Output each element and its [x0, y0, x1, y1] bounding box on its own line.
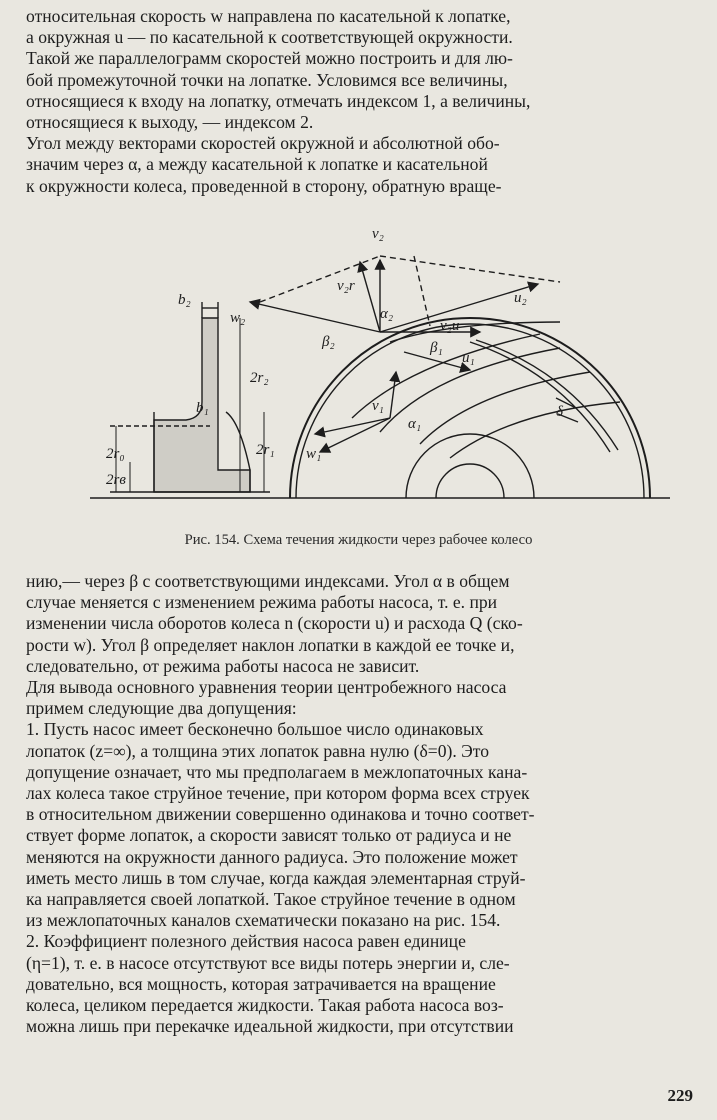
impeller-svg: [90, 222, 680, 522]
label-2r2: 2r₂: [250, 370, 269, 386]
label-v2: v₂: [372, 226, 384, 242]
body-text-bottom: нию,— через β с соответствующими индексами. Угол α в общем случае меняется с изменением режима работы насоса, т. е. при изменении числа оборотов колеса n (скорости u) и расхода Q (ско- рости w). Угол β определяет наклон лопатки в каждой ее точке и, следовательно, от режима работы насоса не зависит. Для вывода основного уравнения теории центробежного насоса примем следующие два допущения: 1. Пусть насос имеет бесконечно большое число одинаковых лопаток (z=∞), а толщина этих лопаток равна нулю (δ=0). Это допущение означает, что мы предполагаем в межлопаточных кана- лах колеса такое струйное течение, при котором форма всех струек в относительном движении совершенно одинакова и точно соответ- ствует форме лопаток, а скорости зависят только от радиуса и не меняются на окружности данного радиуса. Это положение может иметь место лишь в том случае, когда каждая элементарная струй- ка направляется своей лопаткой. Такое струйное течение в одном из межлопаточных каналов схематически показано на рис. 154. 2. Коэффициент полезного действия насоса равен единице (η=1), т. е. в насосе отсутствуют все виды потерь энергии и, сле- довательно, вся мощность, которая затрачивается на вращение колеса, целиком передается жидкости. Такая работа насоса воз- можна лишь при перекачке идеальной жидкости, при отсутствии: [26, 571, 535, 1037]
label-2r1: 2r₁: [256, 442, 275, 458]
figure-caption: Рис. 154. Схема течения жидкости через рабочее колесо: [184, 532, 533, 548]
label-alpha2: α₂: [380, 306, 394, 322]
label-beta1: β₁: [430, 340, 443, 356]
label-2rb: 2rв: [106, 472, 126, 488]
label-u2: u₂: [514, 290, 527, 306]
body-text-top: относительная скорость w направлена по касательной к лопатке, а окружная u — по касательной к соответствующей окружности. Такой же параллелограмм скоростей можно построить и для лю- бой промежуточной точки на лопатке. Условимся все величины, относящиеся к входу на лопатку, отмечать индексом 1, а величины, относящиеся к выходу, — индексом 2. Угол между векторами скоростей окружной и абсолютной обо- значим через α, а между касательной к лопатке и касательной к окружности колеса, проведенной в сторону, обратную враще-: [26, 6, 531, 196]
impeller-front-view: [290, 318, 650, 498]
label-b2: b₂: [178, 292, 191, 308]
page-number: 229: [667, 1086, 693, 1105]
label-v2u: v₂u: [440, 318, 460, 334]
label-alpha1: α₁: [408, 416, 422, 432]
label-v1: v₁: [372, 398, 384, 414]
label-delta: δ: [556, 404, 563, 420]
label-beta2: β₂: [322, 334, 335, 350]
label-w1: w₁: [306, 446, 322, 462]
impeller-flow-diagram: [90, 222, 680, 522]
label-u1: u₁: [462, 350, 475, 366]
label-2r0: 2r₀: [106, 446, 125, 462]
label-w2: w₂: [230, 310, 246, 326]
label-b1: b₁: [196, 400, 209, 416]
label-v2r: v₂r: [337, 278, 355, 294]
